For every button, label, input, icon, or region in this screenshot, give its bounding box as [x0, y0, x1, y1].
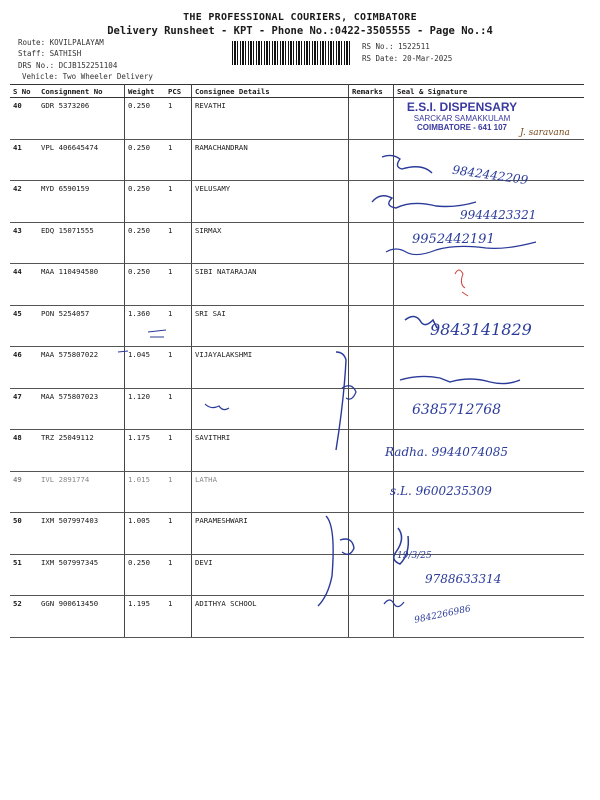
cell-consignee: SIBI NATARAJAN — [192, 264, 349, 306]
cell-consignee: PARAMESHWARI — [192, 513, 349, 555]
col-pcs: PCS — [165, 85, 192, 98]
cell-consignee: SIRMAX — [192, 222, 349, 264]
cell-consignment: MAA 110494580 — [38, 264, 125, 306]
handwriting-r51: 9788633314 — [425, 572, 502, 586]
handwriting-r41: 9842442209 — [451, 162, 529, 188]
cell-consignee: SRI SAI — [192, 305, 349, 347]
cell-consignee: SAVITHRI — [192, 430, 349, 472]
rs-date: RS Date: 20-Mar-2025 — [362, 54, 453, 63]
cell-pcs: 1 — [165, 264, 192, 306]
cell-weight: 1.195 — [125, 596, 166, 638]
cell-weight: 0.250 — [125, 222, 166, 264]
cell-sno: 50 — [10, 513, 38, 555]
handwriting-r45: 9843141829 — [430, 320, 532, 339]
rs-number: RS No.: 1522511 — [362, 42, 430, 51]
cell-sno: 52 — [10, 596, 38, 638]
col-signature: Seal & Signature — [394, 85, 585, 98]
cell-weight: 0.250 — [125, 264, 166, 306]
col-sno: S No — [10, 85, 38, 98]
cell-sno: 40 — [10, 98, 38, 140]
cell-consignment: MYD 6590159 — [38, 181, 125, 223]
drs-label: DRS No.: DCJB152251104 — [18, 61, 118, 70]
cell-consignee: REVATHI — [192, 98, 349, 140]
cell-consignment: MAA 575807023 — [38, 388, 125, 430]
handwriting-r43: 9952442191 — [412, 232, 495, 247]
stamp-line-3: COIMBATORE - 641 107 — [417, 123, 507, 132]
stamp-line-1: E.S.I. DISPENSARY — [406, 100, 518, 114]
cell-pcs: 1 — [165, 305, 192, 347]
cell-consignment: GGN 900613450 — [38, 596, 125, 638]
cell-pcs: 1 — [165, 471, 192, 513]
cell-weight: 1.015 — [125, 471, 166, 513]
cell-consignee: RAMACHANDRAN — [192, 139, 349, 181]
cell-weight: 0.250 — [125, 139, 166, 181]
cell-weight: 1.360 — [125, 305, 166, 347]
col-remarks: Remarks — [349, 85, 394, 98]
cell-sno: 49 — [10, 471, 38, 513]
cell-weight: 1.175 — [125, 430, 166, 472]
cell-consignee: VELUSAMY — [192, 181, 349, 223]
cell-sno: 51 — [10, 554, 38, 596]
cell-pcs: 1 — [165, 513, 192, 555]
cell-pcs: 1 — [165, 222, 192, 264]
handwriting-r42: 9944423321 — [460, 208, 537, 222]
cell-consignment: GDR 5373206 — [38, 98, 125, 140]
cell-weight: 0.250 — [125, 181, 166, 223]
handwriting-r48: Radha. 9944074085 — [385, 445, 509, 459]
cell-sno: 43 — [10, 222, 38, 264]
vehicle-label: Vehicle: Two Wheeler Delivery — [22, 72, 153, 81]
cell-sno: 42 — [10, 181, 38, 223]
cell-sno: 46 — [10, 347, 38, 389]
cell-weight: 0.250 — [125, 554, 166, 596]
cell-sno: 48 — [10, 430, 38, 472]
col-weight: Weight — [125, 85, 166, 98]
cell-consignment: TRZ 25049112 — [38, 430, 125, 472]
cell-pcs: 1 — [165, 139, 192, 181]
cell-consignment: PON 5254057 — [38, 305, 125, 347]
cell-pcs: 1 — [165, 430, 192, 472]
cell-pcs: 1 — [165, 181, 192, 223]
cell-weight: 0.250 — [125, 98, 166, 140]
cell-pcs: 1 — [165, 388, 192, 430]
handwriting-r50: 19/3/25 — [397, 551, 432, 561]
cell-sno: 41 — [10, 139, 38, 181]
cell-pcs: 1 — [165, 347, 192, 389]
cell-sno: 44 — [10, 264, 38, 306]
route-label: Route: KOVILPALAYAM — [18, 38, 104, 47]
cell-consignment: IXM 507997345 — [38, 554, 125, 596]
cell-pcs: 1 — [165, 554, 192, 596]
cell-consignee: ADITHYA SCHOOL — [192, 596, 349, 638]
stamp-line-2: SARCKAR SAMAKKULAM — [413, 114, 511, 123]
cell-sno: 45 — [10, 305, 38, 347]
runsheet-title: Delivery Runsheet - KPT - Phone No.:0422-3505555 - Page No.:4 — [107, 25, 493, 37]
handwriting-r49: s.L. 9600235309 — [390, 484, 492, 498]
cell-weight: 1.005 — [125, 513, 166, 555]
handwriting-r47: 6385712768 — [412, 402, 502, 418]
cell-consignment: VPL 406645474 — [38, 139, 125, 181]
cell-pcs: 1 — [165, 98, 192, 140]
cell-sno: 47 — [10, 388, 38, 430]
cell-consignee: VIJAYALAKSHMI — [192, 347, 349, 389]
cell-consignment: MAA 575807022 — [38, 347, 125, 389]
col-consignee: Consignee Details — [192, 85, 349, 98]
handwriting-r40: J. saravana — [520, 128, 570, 138]
handwriting-r52: 9842266986 — [413, 604, 472, 626]
company-title: THE PROFESSIONAL COURIERS, COIMBATORE — [183, 12, 417, 23]
cell-weight: 1.045 — [125, 347, 166, 389]
cell-pcs: 1 — [165, 596, 192, 638]
cell-weight: 1.120 — [125, 388, 166, 430]
col-consignment: Consignment No — [38, 85, 125, 98]
staff-label: Staff: SATHISH — [18, 49, 82, 58]
cell-consignee: LATHA — [192, 471, 349, 513]
cell-consignment: IXM 507997403 — [38, 513, 125, 555]
cell-consignment: EDQ 15071555 — [38, 222, 125, 264]
cell-consignee: DEVI — [192, 554, 349, 596]
cell-consignment: IVL 2891774 — [38, 471, 125, 513]
